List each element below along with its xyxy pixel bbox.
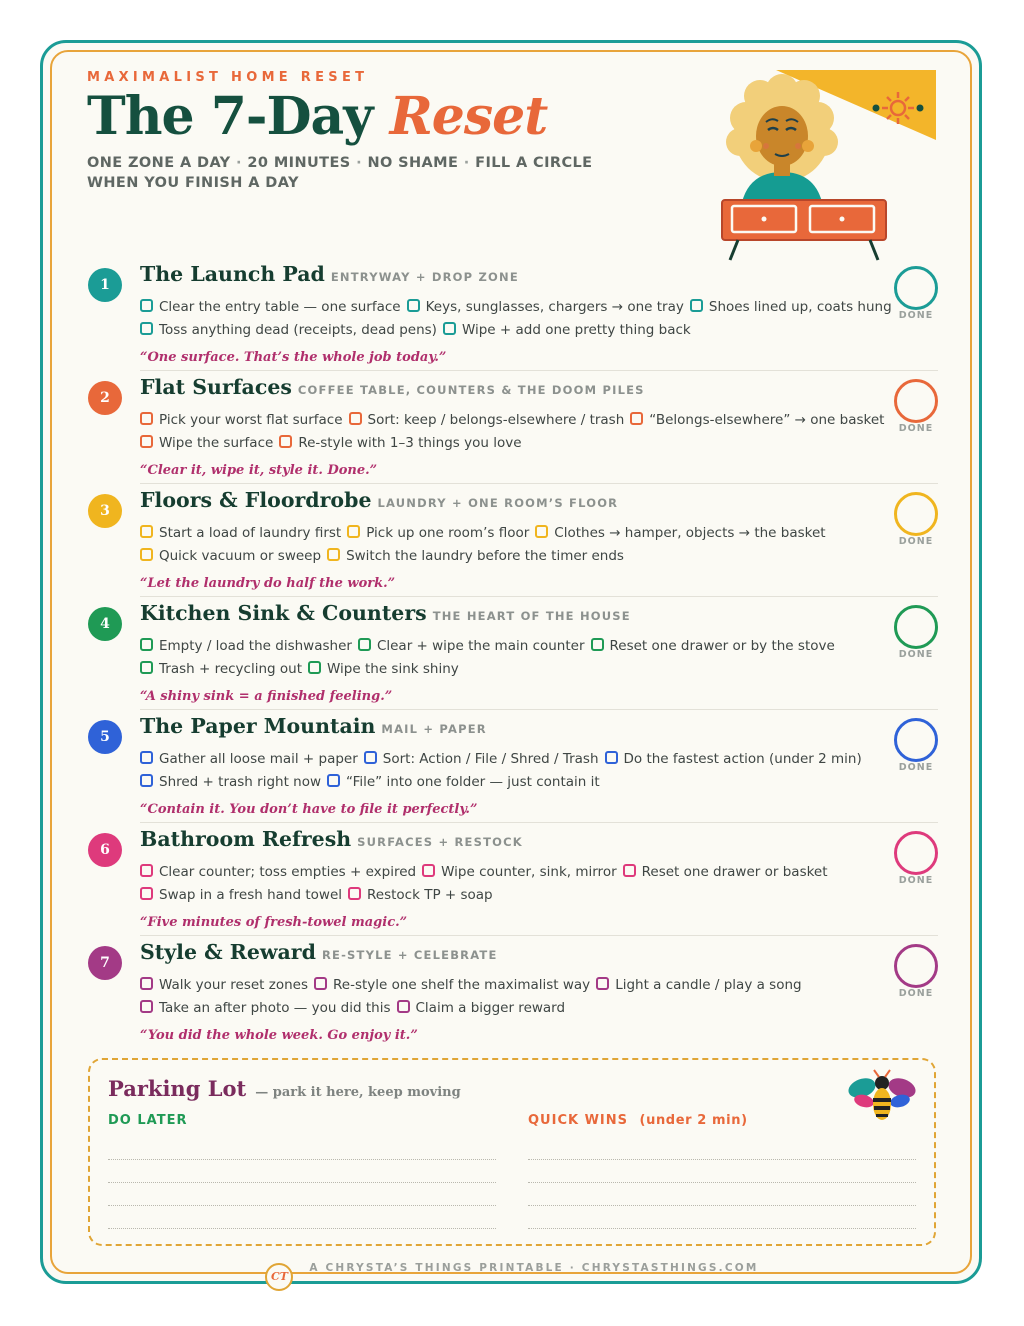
task-row (140, 545, 900, 568)
day-zone-tag: RE-STYLE + CELEBRATE (321, 948, 498, 962)
task-label: Reset one drawer or basket (641, 864, 828, 880)
task-item[interactable] (140, 432, 273, 455)
task-checkbox[interactable] (140, 638, 153, 651)
task-list (140, 974, 900, 1020)
task-row (140, 658, 900, 681)
task-checkbox[interactable] (140, 864, 153, 877)
day-heading (140, 940, 498, 964)
day-number-badge: 7 (88, 946, 122, 980)
task-row (140, 974, 900, 997)
day-section (88, 827, 938, 940)
day-number-badge: 1 (88, 268, 122, 302)
quick-wins-line[interactable] (528, 1159, 916, 1160)
parking-lot-subtitle: — park it here, keep moving (255, 1085, 461, 1100)
day-quote: “You did the whole week. Go enjoy it.” (140, 1028, 418, 1043)
task-label: Clear counter; toss empties + expired (159, 864, 417, 880)
done-label: DONE (898, 423, 934, 434)
quick-wins-label: QUICK WINS (528, 1113, 629, 1128)
task-label: Pick up one room’s floor (366, 525, 530, 541)
bee-icon (846, 1068, 918, 1128)
task-item[interactable] (140, 635, 352, 658)
task-row (140, 296, 900, 319)
footer-text: A CHRYSTA’S THINGS PRINTABLE · CHRYSTASTHINGS.COM (309, 1262, 759, 1274)
subtitle-line-2: WHEN YOU FINISH A DAY (87, 175, 299, 191)
task-item[interactable] (623, 861, 828, 884)
task-item[interactable] (422, 861, 617, 884)
done-label: DONE (898, 875, 934, 886)
page-title (87, 86, 547, 147)
task-checkbox[interactable] (535, 525, 548, 538)
day-section (88, 714, 938, 827)
done-label: DONE (898, 310, 934, 321)
task-checkbox[interactable] (596, 977, 609, 990)
task-label: Toss anything dead (receipts, dead pens) (159, 322, 437, 338)
task-label: Gather all loose mail + paper (159, 751, 358, 767)
task-item[interactable] (630, 409, 884, 432)
task-checkbox[interactable] (591, 638, 604, 651)
subtitle-item: FILL A CIRCLE (475, 155, 593, 171)
task-label: Swap in a fresh hand towel (159, 887, 342, 903)
woman-dresser-illustration (720, 68, 940, 264)
task-checkbox[interactable] (407, 299, 420, 312)
torso (742, 172, 822, 202)
task-item[interactable] (690, 296, 892, 319)
task-row (140, 409, 900, 432)
task-item[interactable] (314, 974, 590, 997)
task-item[interactable] (140, 319, 437, 342)
do-later-line[interactable] (108, 1205, 496, 1206)
day-title: Bathroom Refresh (140, 827, 352, 851)
done-label: DONE (898, 988, 934, 999)
task-checkbox[interactable] (314, 977, 327, 990)
task-item[interactable] (140, 997, 391, 1020)
day-number-badge: 2 (88, 381, 122, 415)
subtitle-item: ONE ZONE A DAY (87, 155, 231, 171)
do-later-line[interactable] (108, 1159, 496, 1160)
task-checkbox[interactable] (140, 1000, 153, 1013)
day-heading (140, 488, 618, 512)
task-item[interactable] (397, 997, 566, 1020)
day-zone-tag: COFFEE TABLE, COUNTERS & THE DOOM PILES (297, 383, 645, 397)
task-label: Empty / load the dishwasher (159, 638, 352, 654)
task-row (140, 884, 900, 907)
quick-wins-line[interactable] (528, 1205, 916, 1206)
task-label: Do the fastest action (under 2 min) (623, 751, 862, 767)
task-label: Quick vacuum or sweep (159, 548, 322, 564)
task-checkbox[interactable] (327, 548, 340, 561)
task-item[interactable] (596, 974, 801, 997)
task-item[interactable] (591, 635, 835, 658)
done-label: DONE (898, 536, 934, 547)
do-later-label: DO LATER (108, 1113, 188, 1128)
day-section (88, 375, 938, 488)
task-item[interactable] (347, 522, 529, 545)
task-label: Trash + recycling out (159, 661, 302, 677)
task-label: Restock TP + soap (367, 887, 493, 903)
task-checkbox[interactable] (279, 435, 292, 448)
task-label: Walk your reset zones (159, 977, 308, 993)
day-quote: “Contain it. You don’t have to file it perfectly.” (140, 802, 478, 817)
day-title: The Paper Mountain (140, 714, 376, 738)
done-label: DONE (898, 762, 934, 773)
day-section (88, 262, 938, 375)
day-section (88, 601, 938, 714)
task-item[interactable] (407, 296, 684, 319)
task-item[interactable] (358, 635, 585, 658)
task-row (140, 522, 900, 545)
done-circle[interactable] (894, 266, 938, 310)
kicker: MAXIMALIST HOME RESET (87, 70, 369, 85)
task-checkbox[interactable] (327, 774, 340, 787)
day-zone-tag: MAIL + PAPER (381, 722, 487, 736)
done-circle[interactable] (894, 379, 938, 423)
day-zone-tag: ENTRYWAY + DROP ZONE (330, 270, 519, 284)
brand-logo: CT (265, 1263, 293, 1291)
day-quote: “A shiny sink = a finished feeling.” (140, 689, 393, 704)
day-divider (140, 370, 938, 371)
day-section (88, 940, 938, 1053)
task-label: Start a load of laundry first (159, 525, 342, 541)
task-label: Re-style one shelf the maximalist way (333, 977, 591, 993)
task-checkbox[interactable] (140, 774, 153, 787)
day-zone-tag: LAUNDRY + ONE ROOM’S FLOOR (377, 496, 619, 510)
day-number-badge: 6 (88, 833, 122, 867)
task-checkbox[interactable] (623, 864, 636, 877)
task-label: Reset one drawer or by the stove (609, 638, 835, 654)
quick-wins-line[interactable] (528, 1228, 916, 1229)
day-title: Kitchen Sink & Counters (140, 601, 427, 625)
title-accent: Reset (389, 86, 548, 147)
subtitle-item: 20 MINUTES (247, 155, 351, 171)
task-item[interactable] (140, 748, 358, 771)
day-divider (140, 483, 938, 484)
footer (0, 1262, 1024, 1291)
task-label: Wipe the surface (159, 435, 274, 451)
day-heading (140, 714, 487, 738)
task-list (140, 409, 900, 455)
task-checkbox[interactable] (347, 525, 360, 538)
task-checkbox[interactable] (349, 412, 362, 425)
task-item[interactable] (605, 748, 862, 771)
task-row (140, 635, 900, 658)
quick-wins-line[interactable] (528, 1182, 916, 1183)
task-item[interactable] (308, 658, 459, 681)
task-item[interactable] (140, 545, 321, 568)
task-checkbox[interactable] (140, 299, 153, 312)
task-item[interactable] (140, 884, 342, 907)
day-divider (140, 596, 938, 597)
task-item[interactable] (327, 771, 600, 794)
day-divider (140, 935, 938, 936)
subtitle-separator: · (236, 155, 242, 171)
task-item[interactable] (140, 861, 416, 884)
task-checkbox[interactable] (140, 435, 153, 448)
do-later-line[interactable] (108, 1182, 496, 1183)
task-item[interactable] (443, 319, 691, 342)
task-checkbox[interactable] (308, 661, 321, 674)
day-quote: “Five minutes of fresh-towel magic.” (140, 915, 408, 930)
task-label: Wipe the sink shiny (327, 661, 459, 677)
subtitle-line-1 (87, 153, 607, 173)
day-quote: “Clear it, wipe it, style it. Done.” (140, 463, 378, 478)
task-checkbox[interactable] (140, 322, 153, 335)
day-title: Floors & Floordrobe (140, 488, 372, 512)
day-number-badge: 3 (88, 494, 122, 528)
task-item[interactable] (140, 974, 308, 997)
day-number-badge: 5 (88, 720, 122, 754)
task-list (140, 635, 900, 681)
task-checkbox[interactable] (443, 322, 456, 335)
task-label: Switch the laundry before the timer ends (346, 548, 624, 564)
subtitle-separator: · (463, 155, 470, 171)
task-checkbox[interactable] (140, 661, 153, 674)
task-checkbox[interactable] (605, 751, 618, 764)
task-checkbox[interactable] (140, 977, 153, 990)
task-list (140, 748, 900, 794)
done-circle[interactable] (894, 944, 938, 988)
day-zone-tag: THE HEART OF THE HOUSE (432, 609, 631, 623)
done-circle[interactable] (894, 718, 938, 762)
task-item[interactable] (349, 409, 625, 432)
task-checkbox[interactable] (140, 412, 153, 425)
done-circle[interactable] (894, 831, 938, 875)
day-quote: “One surface. That’s the whole job today.” (140, 350, 447, 365)
task-checkbox[interactable] (364, 751, 377, 764)
task-row (140, 997, 900, 1020)
subtitle-separator: · (356, 155, 362, 171)
task-label: Light a candle / play a song (615, 977, 802, 993)
day-number-badge: 4 (88, 607, 122, 641)
task-row (140, 432, 900, 455)
done-label: DONE (898, 649, 934, 660)
subtitle-item: NO SHAME (367, 155, 459, 171)
day-title: The Launch Pad (140, 262, 325, 286)
task-row (140, 771, 900, 794)
day-heading (140, 827, 523, 851)
task-label: Re-style with 1–3 things you love (298, 435, 522, 451)
task-row (140, 319, 900, 342)
done-circle[interactable] (894, 492, 938, 536)
task-checkbox[interactable] (397, 1000, 410, 1013)
parking-lot-heading (108, 1076, 461, 1101)
task-item[interactable] (140, 296, 401, 319)
task-label: Clothes → hamper, objects → the basket (554, 525, 826, 541)
task-item[interactable] (327, 545, 624, 568)
task-checkbox[interactable] (140, 751, 153, 764)
task-label: “File” into one folder — just contain it (346, 774, 600, 790)
task-label: Shoes lined up, coats hung (708, 299, 892, 315)
task-checkbox[interactable] (358, 638, 371, 651)
day-divider (140, 709, 938, 710)
task-label: Clear + wipe the main counter (376, 638, 585, 654)
task-row (140, 748, 900, 771)
task-checkbox[interactable] (140, 525, 153, 538)
title-main: The 7-Day (87, 86, 373, 147)
done-circle[interactable] (894, 605, 938, 649)
task-checkbox[interactable] (690, 299, 703, 312)
task-item[interactable] (348, 884, 493, 907)
task-checkbox[interactable] (630, 412, 643, 425)
task-label: Wipe counter, sink, mirror (441, 864, 617, 880)
task-label: Pick your worst flat surface (159, 412, 343, 428)
day-heading (140, 262, 519, 286)
task-list (140, 522, 900, 568)
day-title: Style & Reward (140, 940, 316, 964)
task-item[interactable] (140, 409, 343, 432)
task-label: Sort: keep / belongs-elsewhere / trash (367, 412, 625, 428)
do-later-line[interactable] (108, 1228, 496, 1229)
task-label: Wipe + add one pretty thing back (461, 322, 691, 338)
task-list (140, 861, 900, 907)
day-section (88, 488, 938, 601)
task-checkbox[interactable] (140, 548, 153, 561)
task-row (140, 861, 900, 884)
task-item[interactable] (364, 748, 599, 771)
task-label: Sort: Action / File / Shred / Trash (382, 751, 599, 767)
task-item[interactable] (535, 522, 825, 545)
task-item[interactable] (140, 771, 321, 794)
task-label: Take an after photo — you did this (159, 1000, 391, 1016)
task-label: Shred + trash right now (159, 774, 322, 790)
task-label: Keys, sunglasses, chargers → one tray (425, 299, 684, 315)
task-item[interactable] (140, 522, 341, 545)
quick-wins-note: (under 2 min) (639, 1113, 748, 1128)
day-divider (140, 822, 938, 823)
task-checkbox[interactable] (140, 887, 153, 900)
task-label: Clear the entry table — one surface (159, 299, 401, 315)
task-item[interactable] (279, 432, 521, 455)
task-list (140, 296, 900, 342)
day-quote: “Let the laundry do half the work.” (140, 576, 396, 591)
task-checkbox[interactable] (422, 864, 435, 877)
day-heading (140, 375, 645, 399)
task-label: “Belongs-elsewhere” → one basket (649, 412, 885, 428)
parking-lot-title: Parking Lot (108, 1076, 247, 1101)
task-label: Claim a bigger reward (415, 1000, 566, 1016)
task-item[interactable] (140, 658, 302, 681)
task-checkbox[interactable] (348, 887, 361, 900)
day-heading (140, 601, 631, 625)
quick-wins-heading (528, 1113, 748, 1128)
day-title: Flat Surfaces (140, 375, 292, 399)
day-zone-tag: SURFACES + RESTOCK (357, 835, 523, 849)
